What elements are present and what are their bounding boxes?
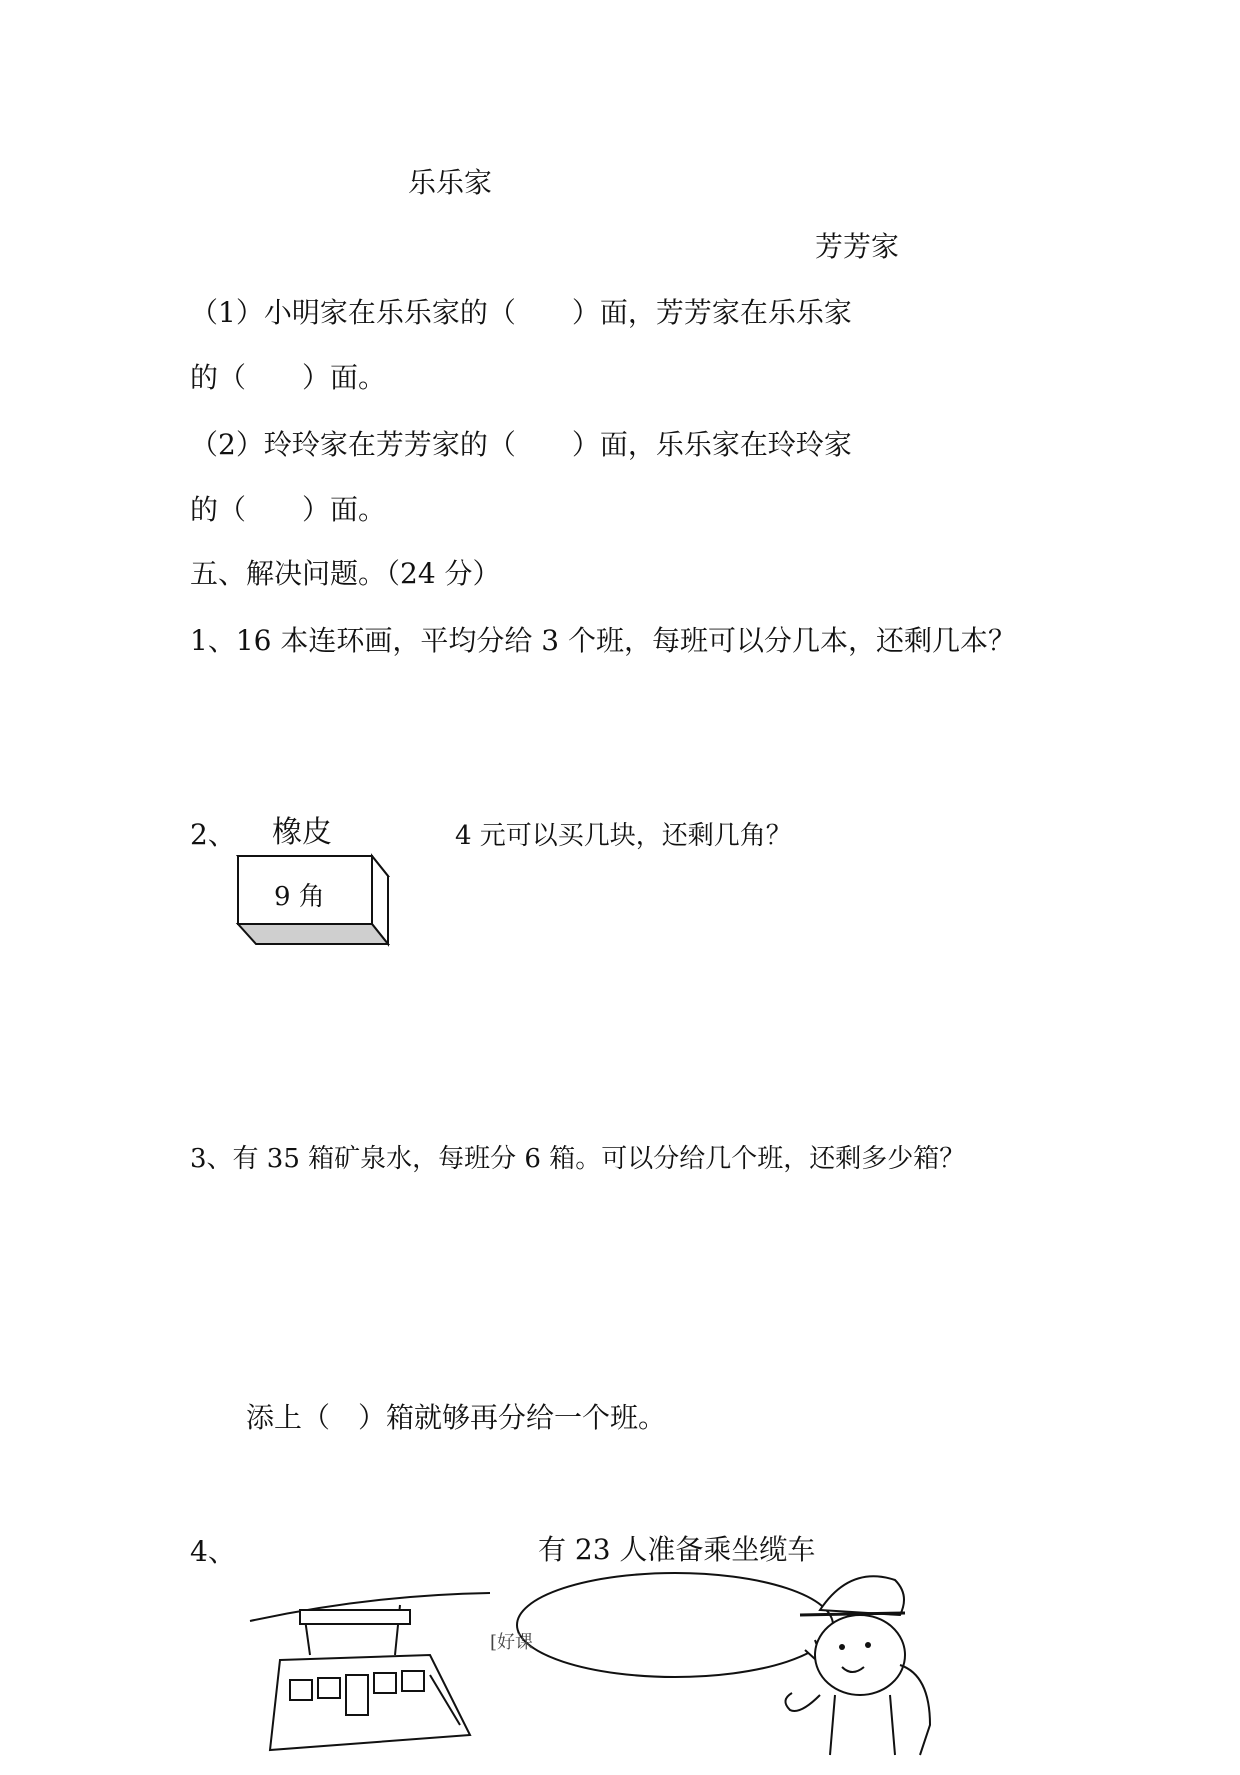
child-hiker-icon [780, 1555, 960, 1755]
question-3: 3、有 35 箱矿泉水，每班分 6 箱。可以分给几个班，还剩多少箱？ [190, 1144, 966, 1174]
cable-car-icon [250, 1585, 500, 1775]
question-1: 1、16 本连环画，平均分给 3 个班，每班可以分几本，还剩几本？ [190, 624, 1016, 657]
direction-question-2-line2: 的（ ）面。 [190, 493, 387, 526]
label-lele-home: 乐乐家 [408, 166, 493, 199]
watermark: [好课 [490, 1632, 534, 1653]
question-4-number: 4、 [190, 1535, 236, 1568]
direction-question-2-line1: （2）玲玲家在芳芳家的（ ）面，乐乐家在玲玲家 [190, 428, 852, 461]
direction-question-1-line2: 的（ ）面。 [190, 361, 387, 394]
question-2-text: 4 元可以买几块，还剩几角？ [455, 821, 792, 851]
direction-question-1-line1: （1）小明家在乐乐家的（ ）面，芳芳家在乐乐家 [190, 296, 852, 329]
question-3-followup: 添上（ ）箱就够再分给一个班。 [246, 1401, 667, 1434]
eraser-label: 橡皮 [272, 815, 332, 850]
speech-text: 有 23 人准备乘坐缆车 [538, 1533, 816, 1566]
question-2-number: 2、 [190, 818, 236, 851]
section-heading: 五、解决问题。（24 分） [190, 557, 501, 590]
label-fangfang-home: 芳芳家 [815, 230, 900, 263]
eraser-price: 9 角 [274, 882, 325, 912]
